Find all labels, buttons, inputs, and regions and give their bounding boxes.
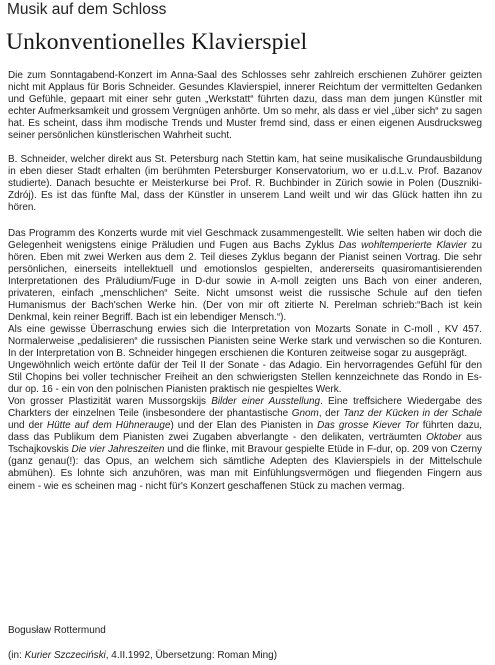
work-title: Hütte auf dem Hühnerauge xyxy=(46,420,171,432)
paragraph-intro: Die zum Sonntagabend-Konzert im Anna-Saal des Schlosses sehr zahlreich erschienen Zuhörer geizten nicht mit Applaus für Boris Schneider. Gesundes Klavierspiel, innerer Reichtum der vermittelten Gedanken und Gefühle, gepaart mit einer sehr guten „Werkstatt“ führten dazu, dass man dem jungen Künstler mit echter Aufmerksamkeit und grossem Vergnügen anhörte. Um so mehr, als dass er viel „über sich“ zu sagen hat. Es scheint, dass ihm modische Trends und Muster fremd sind, dass er einen eigenen Ausdrucksweg seiner persönlichen künstlerischen Wahrheit sucht. xyxy=(8,70,482,142)
text-run: zu hören. Eben mit zwei Werken aus dem 2. Teil dieses Zyklus begann der Pianist seinen Vortrag. Die sehr persönlichen, einerseits intellektuell und emotionslos gespielten, andererseits quasiromantisierenden Interpretationen des Präludium/Fuge in D-dur sowie in A-moll zeigten uns Bach von einer anderen, privateren, einfach „menschlichen“ Seite. Nicht umsonst weist die russische Schule auf den tiefen Humanismus der Bach'schen Werke hin. (Der von mir oft zitierte N. Perelman schrieb:“Bach ist kein Denkmal, kein reiner Begriff. Bach ist ein lebendiger Mensch.“). xyxy=(8,239,482,323)
text-run: aus Tschajkovskis xyxy=(8,432,482,456)
text-run: führten dazu, dass das Publikum dem Pianisten zwei Zugaben abverlangte - den delikaten, verträumten xyxy=(8,420,482,444)
publication-name: Kurier Szczeciński xyxy=(24,650,106,661)
article-body xyxy=(8,70,482,493)
source-details: , 4.II.1992, Übersetzung: Roman Ming) xyxy=(105,650,277,661)
text-run: Von grosser Plastizität waren Mussorgskijs xyxy=(8,396,212,408)
paragraph-chopin: Ungewöhnlich weich ertönte dafür der Teil II der Sonate - das Adagio. Ein hervorragendes Gefühl für den Stil Chopins bei voller technischer Freiheit an den schwierigsten Stellen kennzeichnete das Rondo in Es-dur op. 16 - ein von den polnischen Pianisten praktisch nie gespieltes Werk. xyxy=(8,360,482,396)
work-title: Das grosse Kiever Tor xyxy=(317,420,419,432)
text-run: und die flinke, mit Bravour gespielte Etüde in F-dur, op. 209 von Czerny (ganz genau(!): das Opus, an welchem sich sämtliche Adepten des Klavierspiels in der Mittelschule abmühen). Es lohnte sich anzuhören, was man mit Einfühlungsvermögen und fliegenden Fingern aus einem - wie es scheinen mag - nicht für's Konzert geschaffenen Stück zu machen vermag. xyxy=(8,444,482,492)
source-prefix: (in: xyxy=(8,650,25,661)
text-run: Das Programm des Konzerts wurde mit viel Geschmack zusammengestellt. Wie selten haben wir doch die Gelegenheit wenigstens einige Präludien und Fugen aus Bachs Zyklus xyxy=(8,227,482,251)
work-title: Oktober xyxy=(426,432,462,444)
text-run: , der xyxy=(318,408,344,420)
article-headline: Unkonventionelles Klavierspiel xyxy=(6,29,308,55)
paragraph-mussorgsky xyxy=(8,396,482,492)
article-author: Bogusław Rottermund xyxy=(8,625,106,636)
text-run: ) und der Elan des Pianisten in xyxy=(170,420,318,432)
text-run: . Eine treffsichere Wiedergabe des Charkters der einzelnen Teile (insbesondere der phantastische xyxy=(8,396,483,420)
work-title: Das wohltemperierte Klavier xyxy=(338,239,467,251)
article-source xyxy=(8,650,277,662)
work-title: Gnom xyxy=(291,408,319,420)
work-title: Die vier Jahreszeiten xyxy=(71,444,165,456)
work-title: Tanz der Kücken in der Schale xyxy=(343,408,482,420)
paragraph-mozart: Als eine gewisse Überraschung erwies sich die Interpretation von Mozarts Sonate in C-moll , KV 457. Normalerweise „pedalisieren“ die russischen Pianisten seine Werke stark und verwischen so die Konturen. In der Interpretation von B. Schneider hingegen erschienen die Konturen zeitweise sogar zu ausgeprägt. xyxy=(8,323,482,359)
paragraph-program xyxy=(8,228,482,324)
section-kicker: Musik auf dem Schloss xyxy=(7,1,167,18)
text-run: und der xyxy=(8,420,47,432)
paragraph-biography: B. Schneider, welcher direkt aus St. Petersburg nach Stettin kam, hat seine musikalische Grundausbildung in eben dieser Stadt erhalten (im berühmten Petersburger Konservatorium, wo er u.d.L.v. Prof. Bazanov studierte). Danach besuchte er Meisterkurse bei Prof. R. Buchbinder in Zürich sowie in Polen (Duszniki-Zdrój). Es ist das fünfte Mal, dass der Künstler in unserem Land weilt und wir das Glück hatten ihn zu hören. xyxy=(8,154,482,214)
work-title: Bilder einer Ausstellung xyxy=(211,396,321,408)
